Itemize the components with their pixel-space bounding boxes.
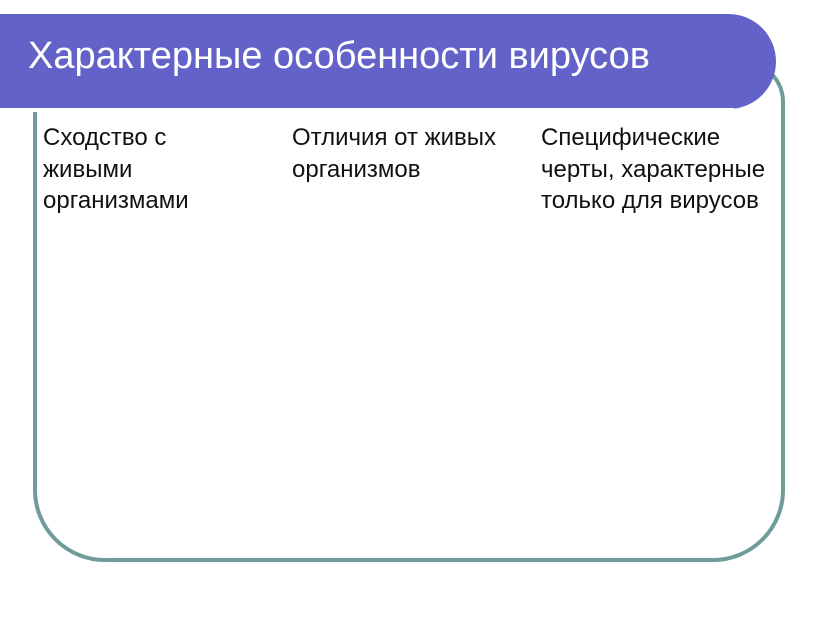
- slide-title: Характерные особенности вирусов: [28, 35, 650, 77]
- title-underline: [0, 108, 734, 112]
- column-heading-differences: Отличия от живых организмов: [292, 124, 497, 183]
- column-heading-specific-traits: Специфические черты, характерные только для вирусов: [541, 124, 766, 214]
- title-bar: [0, 14, 776, 109]
- column-headings: [0, 122, 831, 322]
- column-heading-similarity: Сходство с живыми организмами: [43, 124, 189, 214]
